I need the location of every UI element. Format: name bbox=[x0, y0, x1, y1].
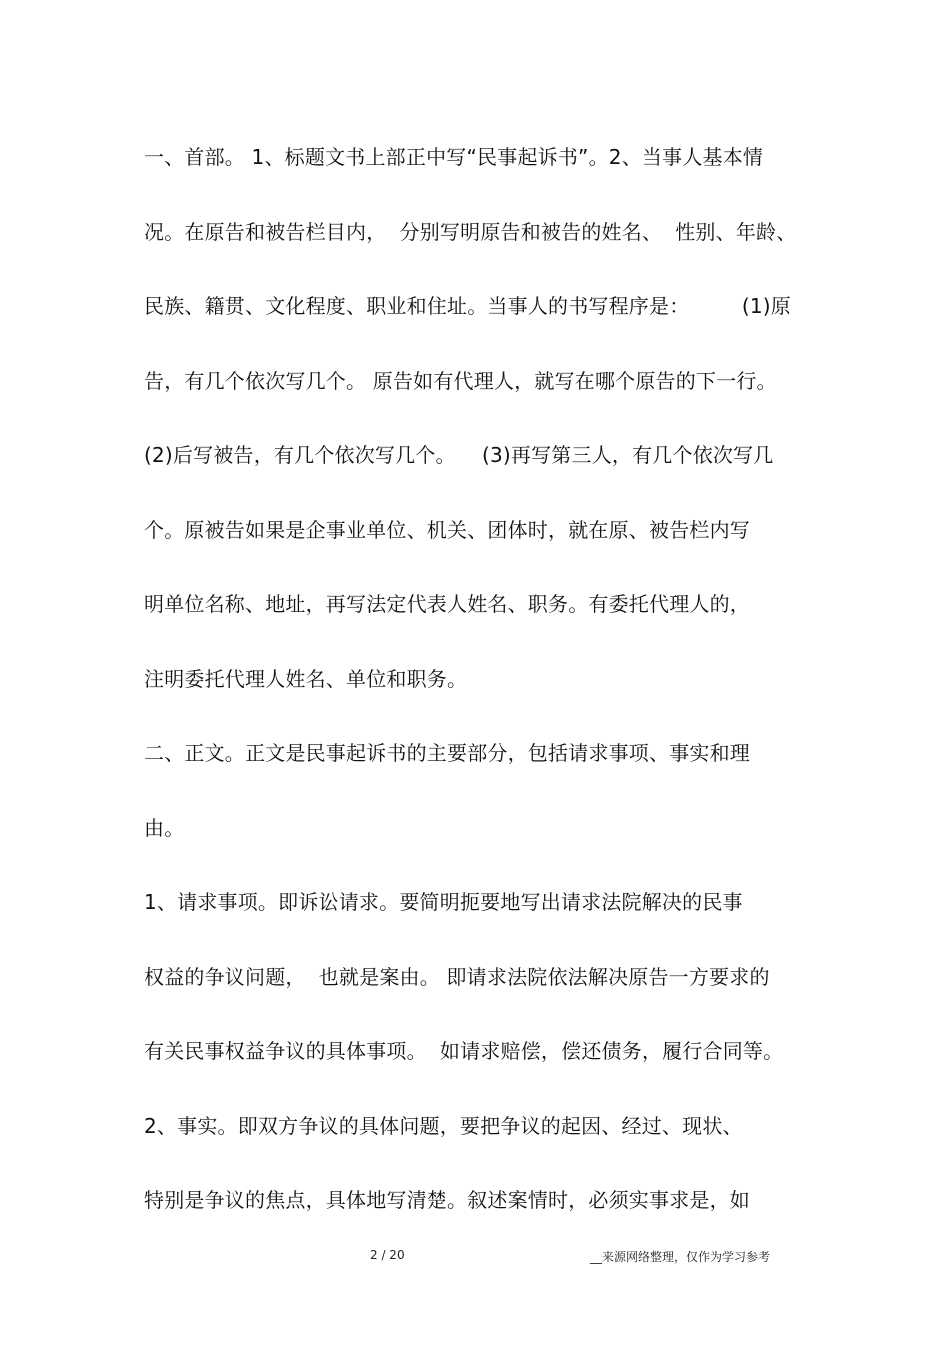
text-line: 由。 bbox=[144, 815, 185, 840]
text-line: 2、事实。即双方争议的具体问题，要把争议的起因、经过、现状、 bbox=[144, 1113, 743, 1138]
text-line: 权益的争议问题， 也就是案由。 即请求法院依法解决原告一方要求的 bbox=[144, 964, 770, 989]
text-line: (2)后写被告，有几个依次写几个。 (3)再写第三人，有几个依次写几 bbox=[144, 443, 774, 467]
text-line: 况。在原告和被告栏目内， 分别写明原告和被告的姓名、 性别、年龄、 bbox=[144, 219, 797, 244]
text-line: 二、正文。正文是民事起诉书的主要部分，包括请求事项、事实和理 bbox=[144, 741, 750, 765]
text-line: 明单位名称、地址，再写法定代表人姓名、职务。有委托代理人的， bbox=[144, 592, 750, 616]
text-line: 有关民事权益争议的具体事项。 如请求赔偿，偿还债务，履行合同等。 bbox=[144, 1039, 784, 1063]
document-body bbox=[144, 134, 824, 1252]
text-line: 特别是争议的焦点，具体地写清楚。叙述案情时，必须实事求是，如 bbox=[144, 1188, 750, 1212]
text-line: 注明委托代理人姓名、单位和职务。 bbox=[144, 666, 468, 691]
source-note: __来源网络整理，仅作为学习参考 bbox=[590, 1250, 771, 1264]
text-line: 1、请求事项。即诉讼请求。要简明扼要地写出请求法院解决的民事 bbox=[144, 890, 743, 914]
text-line: 个。原被告如果是企事业单位、机关、团体时，就在原、被告栏内写 bbox=[144, 517, 750, 542]
page-number: 2 / 20 bbox=[370, 1248, 405, 1262]
text-line: 民族、籍贯、文化程度、职业和住址。当事人的书写程序是： (1)原 bbox=[144, 294, 791, 318]
text-line: 告，有几个依次写几个。 原告如有代理人，就写在哪个原告的下一行。 bbox=[144, 368, 777, 393]
text-line: 一、首部。 1、标题文书上部正中写“民事起诉书”。2、当事人基本情 bbox=[144, 145, 764, 169]
